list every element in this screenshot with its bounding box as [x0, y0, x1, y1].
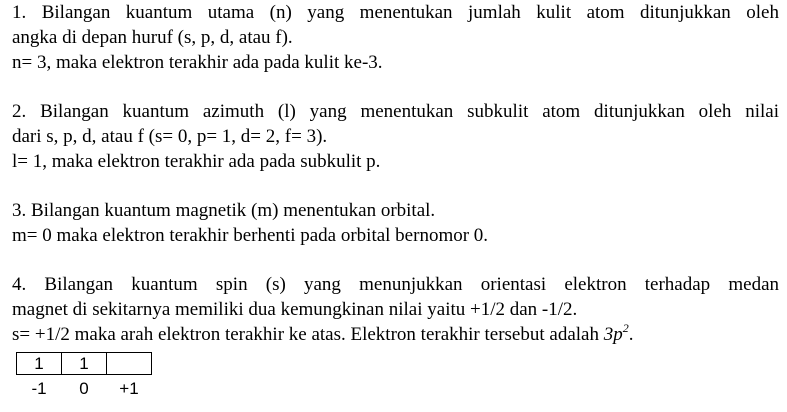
paragraph-line: n= 3, maka elektron terakhir ada pada kulit ke-3. — [12, 52, 383, 73]
formula-base: 3p — [603, 324, 623, 345]
formula-superscript: 2 — [622, 321, 629, 335]
paragraph-line: dari s, p, d, atau f (s= 0, p= 1, d= 2, f= 3). — [12, 126, 328, 147]
paragraph-line: m= 0 maka elektron terakhir berhenti pada orbital bernomor 0. — [12, 225, 489, 246]
orbital-label-row — [17, 375, 152, 402]
paragraph-spin-quantum-number — [12, 272, 779, 347]
orbital-box: 1 — [17, 353, 62, 375]
paragraph-line: 3. Bilangan kuantum magnetik (m) menentukan orbital. — [12, 200, 436, 221]
paragraph-line: angka di depan huruf (s, p, d, atau f). — [12, 27, 293, 48]
orbital-label: 0 — [79, 379, 89, 398]
orbital-box-row — [17, 353, 152, 375]
paragraph-line: magnet di sekitarnya memiliki dua kemungkinan nilai yaitu +1/2 dan -1/2. — [12, 299, 578, 320]
paragraph-line: l= 1, maka elektron terakhir ada pada subkulit p. — [12, 151, 381, 172]
paragraph-line: 4. Bilangan kuantum spin (s) yang menunjukkan orientasi elektron terhadap medan — [12, 274, 779, 295]
paragraph-azimuthal-quantum-number — [12, 99, 779, 174]
document-body — [12, 0, 779, 371]
paragraph-line: 2. Bilangan kuantum azimuth (l) yang menentukan subkulit atom ditunjukkan oleh nilai — [12, 101, 779, 122]
paragraph-line-with-formula — [12, 322, 779, 347]
orbital-diagram — [16, 352, 152, 401]
electron-configuration-formula — [603, 321, 629, 345]
orbital-label: -1 — [31, 379, 47, 398]
paragraph-principal-quantum-number — [12, 0, 779, 75]
paragraph-line-text: s= +1/2 maka arah elektron terakhir ke atas. Elektron terakhir tersebut adalah — [12, 324, 604, 345]
paragraph-magnetic-quantum-number — [12, 198, 779, 248]
orbital-box: 1 — [62, 353, 107, 375]
orbital-box — [107, 353, 152, 375]
formula-suffix: . — [628, 324, 634, 345]
paragraph-line: 1. Bilangan kuantum utama (n) yang menentukan jumlah kulit atom ditunjukkan oleh — [12, 2, 779, 23]
orbital-label: +1 — [119, 379, 139, 398]
